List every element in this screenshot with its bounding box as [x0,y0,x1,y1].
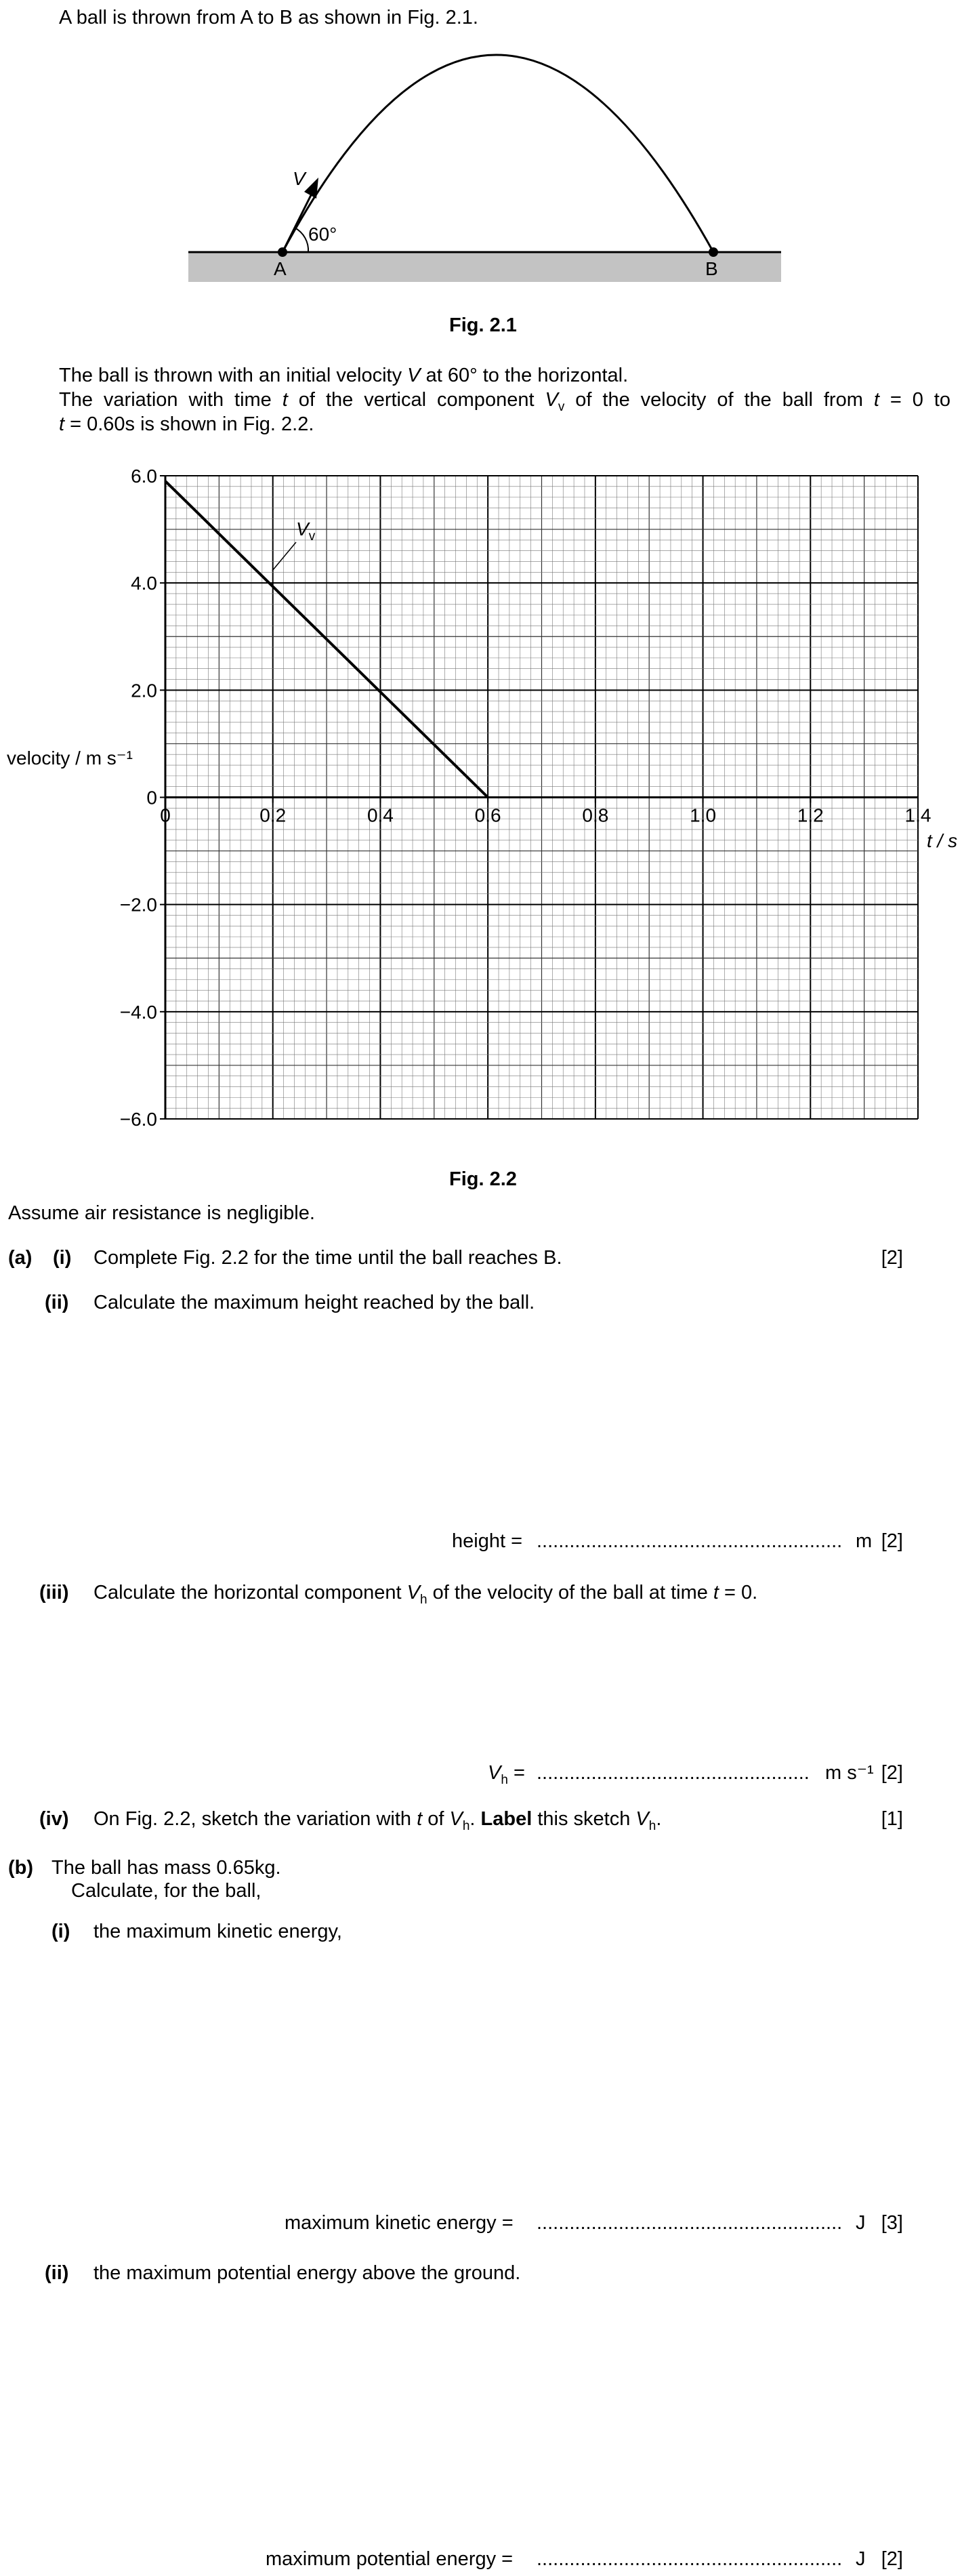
part-a-i-marks: [2] [881,1247,903,1269]
y-tick-label: 6.0 [131,466,157,487]
fig-2-2-caption: Fig. 2.2 [449,1168,517,1190]
series-label-vv: $V_v$ [296,518,316,544]
y-tick-label: −2.0 [119,894,157,916]
x-tick-label: 0 [160,804,171,826]
part-a-ii-unit: m [856,1530,873,1552]
part-a-ii-num: (ii) [45,1292,69,1313]
x-tick-label: 1.0 [690,804,717,826]
part-b-ii-answer-label: maximum potential energy = [266,2548,514,2570]
label-b: B [705,258,718,279]
part-a-ii-marks: [2] [881,1530,903,1552]
part-b-ii-answer-dots[interactable]: ........................................................ [537,2548,843,2570]
part-b-i-marks: [3] [881,2212,903,2234]
x-tick-label: 0.8 [582,804,609,826]
graph-grid [165,476,918,1119]
x-tick-label: 1.2 [797,804,824,826]
y-axis-label: velocity / m s⁻¹ [7,748,133,769]
y-tick-label: 4.0 [131,573,157,594]
part-a-ii-answer-label: height = [452,1530,523,1552]
part-a-iii-marks: [2] [881,1762,903,1784]
x-tick-label: 1.4 [904,804,932,826]
x-tick-label: 0.6 [474,804,501,826]
part-b-line-1: The ball has mass 0.65kg. [51,1857,281,1879]
y-tick-label: 0 [146,787,157,809]
fig-2-1-caption: Fig. 2.1 [449,314,517,336]
x-tick-label: 0.4 [367,804,394,826]
part-a-label: (a) [8,1247,33,1269]
part-b-i-unit: J [856,2212,866,2234]
part-b-i-answer-label: maximum kinetic energy = [285,2212,514,2234]
part-a-iv-num: (iv) [39,1808,69,1830]
part-a-ii-answer-dots[interactable]: ........................................................ [537,1530,843,1552]
part-b-ii-text: the maximum potential energy above the ground. [93,2262,521,2284]
assume-text: Assume air resistance is negligible. [8,1202,315,1224]
part-a-i-text: Complete Fig. 2.2 for the time until the ball reaches B. [93,1247,562,1269]
part-a-iv-marks: [1] [881,1808,903,1830]
part-b-ii-marks: [2] [881,2548,903,2570]
part-b-i-num: (i) [51,1921,70,1942]
x-tick-label: 0.2 [259,804,287,826]
x-axis-label: t / s [927,830,958,851]
part-b-i-answer-dots[interactable]: ........................................................ [537,2212,843,2234]
y-tick-label: −4.0 [119,1001,157,1023]
label-a: A [274,258,287,279]
label-v: V [293,168,306,189]
para-line-2: The variation with time t of the vertical component $V_v$ of the velocity of the ball from t = 0 to [59,389,950,414]
part-b-label: (b) [8,1857,34,1879]
part-b-ii-unit: J [856,2548,866,2570]
y-tick-label: 2.0 [131,680,157,701]
para-line-3: t = 0.60s is shown in Fig. 2.2. [59,413,314,435]
part-a-iii-text: Calculate the horizontal component $V_h$ of the velocity of the ball at time t = 0. [93,1582,758,1607]
y-tick-label: −6.0 [119,1109,157,1130]
intro-text: A ball is thrown from A to B as shown in Fig. 2.1. [59,7,478,28]
series-label-leader [272,542,296,571]
part-b-i-text: the maximum kinetic energy, [93,1921,342,1942]
label-angle: 60° [308,224,337,245]
para-line-1: The ball is thrown with an initial velocity V at 60° to the horizontal. [59,365,629,386]
part-a-ii-text: Calculate the maximum height reached by the ball. [93,1292,535,1313]
part-a-i-num: (i) [53,1247,72,1269]
part-a-iv-text: On Fig. 2.2, sketch the variation with t of $V_h$. Label this sketch $V_h$. [93,1808,662,1833]
fig-2-2-graph [0,0,962,1152]
part-a-iii-answer-label: $V_h$ = [488,1762,525,1787]
part-b-line-2: Calculate, for the ball, [71,1880,262,1902]
part-b-ii-num: (ii) [45,2262,69,2284]
part-a-iii-unit: m s⁻¹ [825,1762,874,1784]
part-a-iii-num: (iii) [39,1582,69,1603]
part-a-iii-answer-dots[interactable]: .................................................. [537,1762,810,1784]
